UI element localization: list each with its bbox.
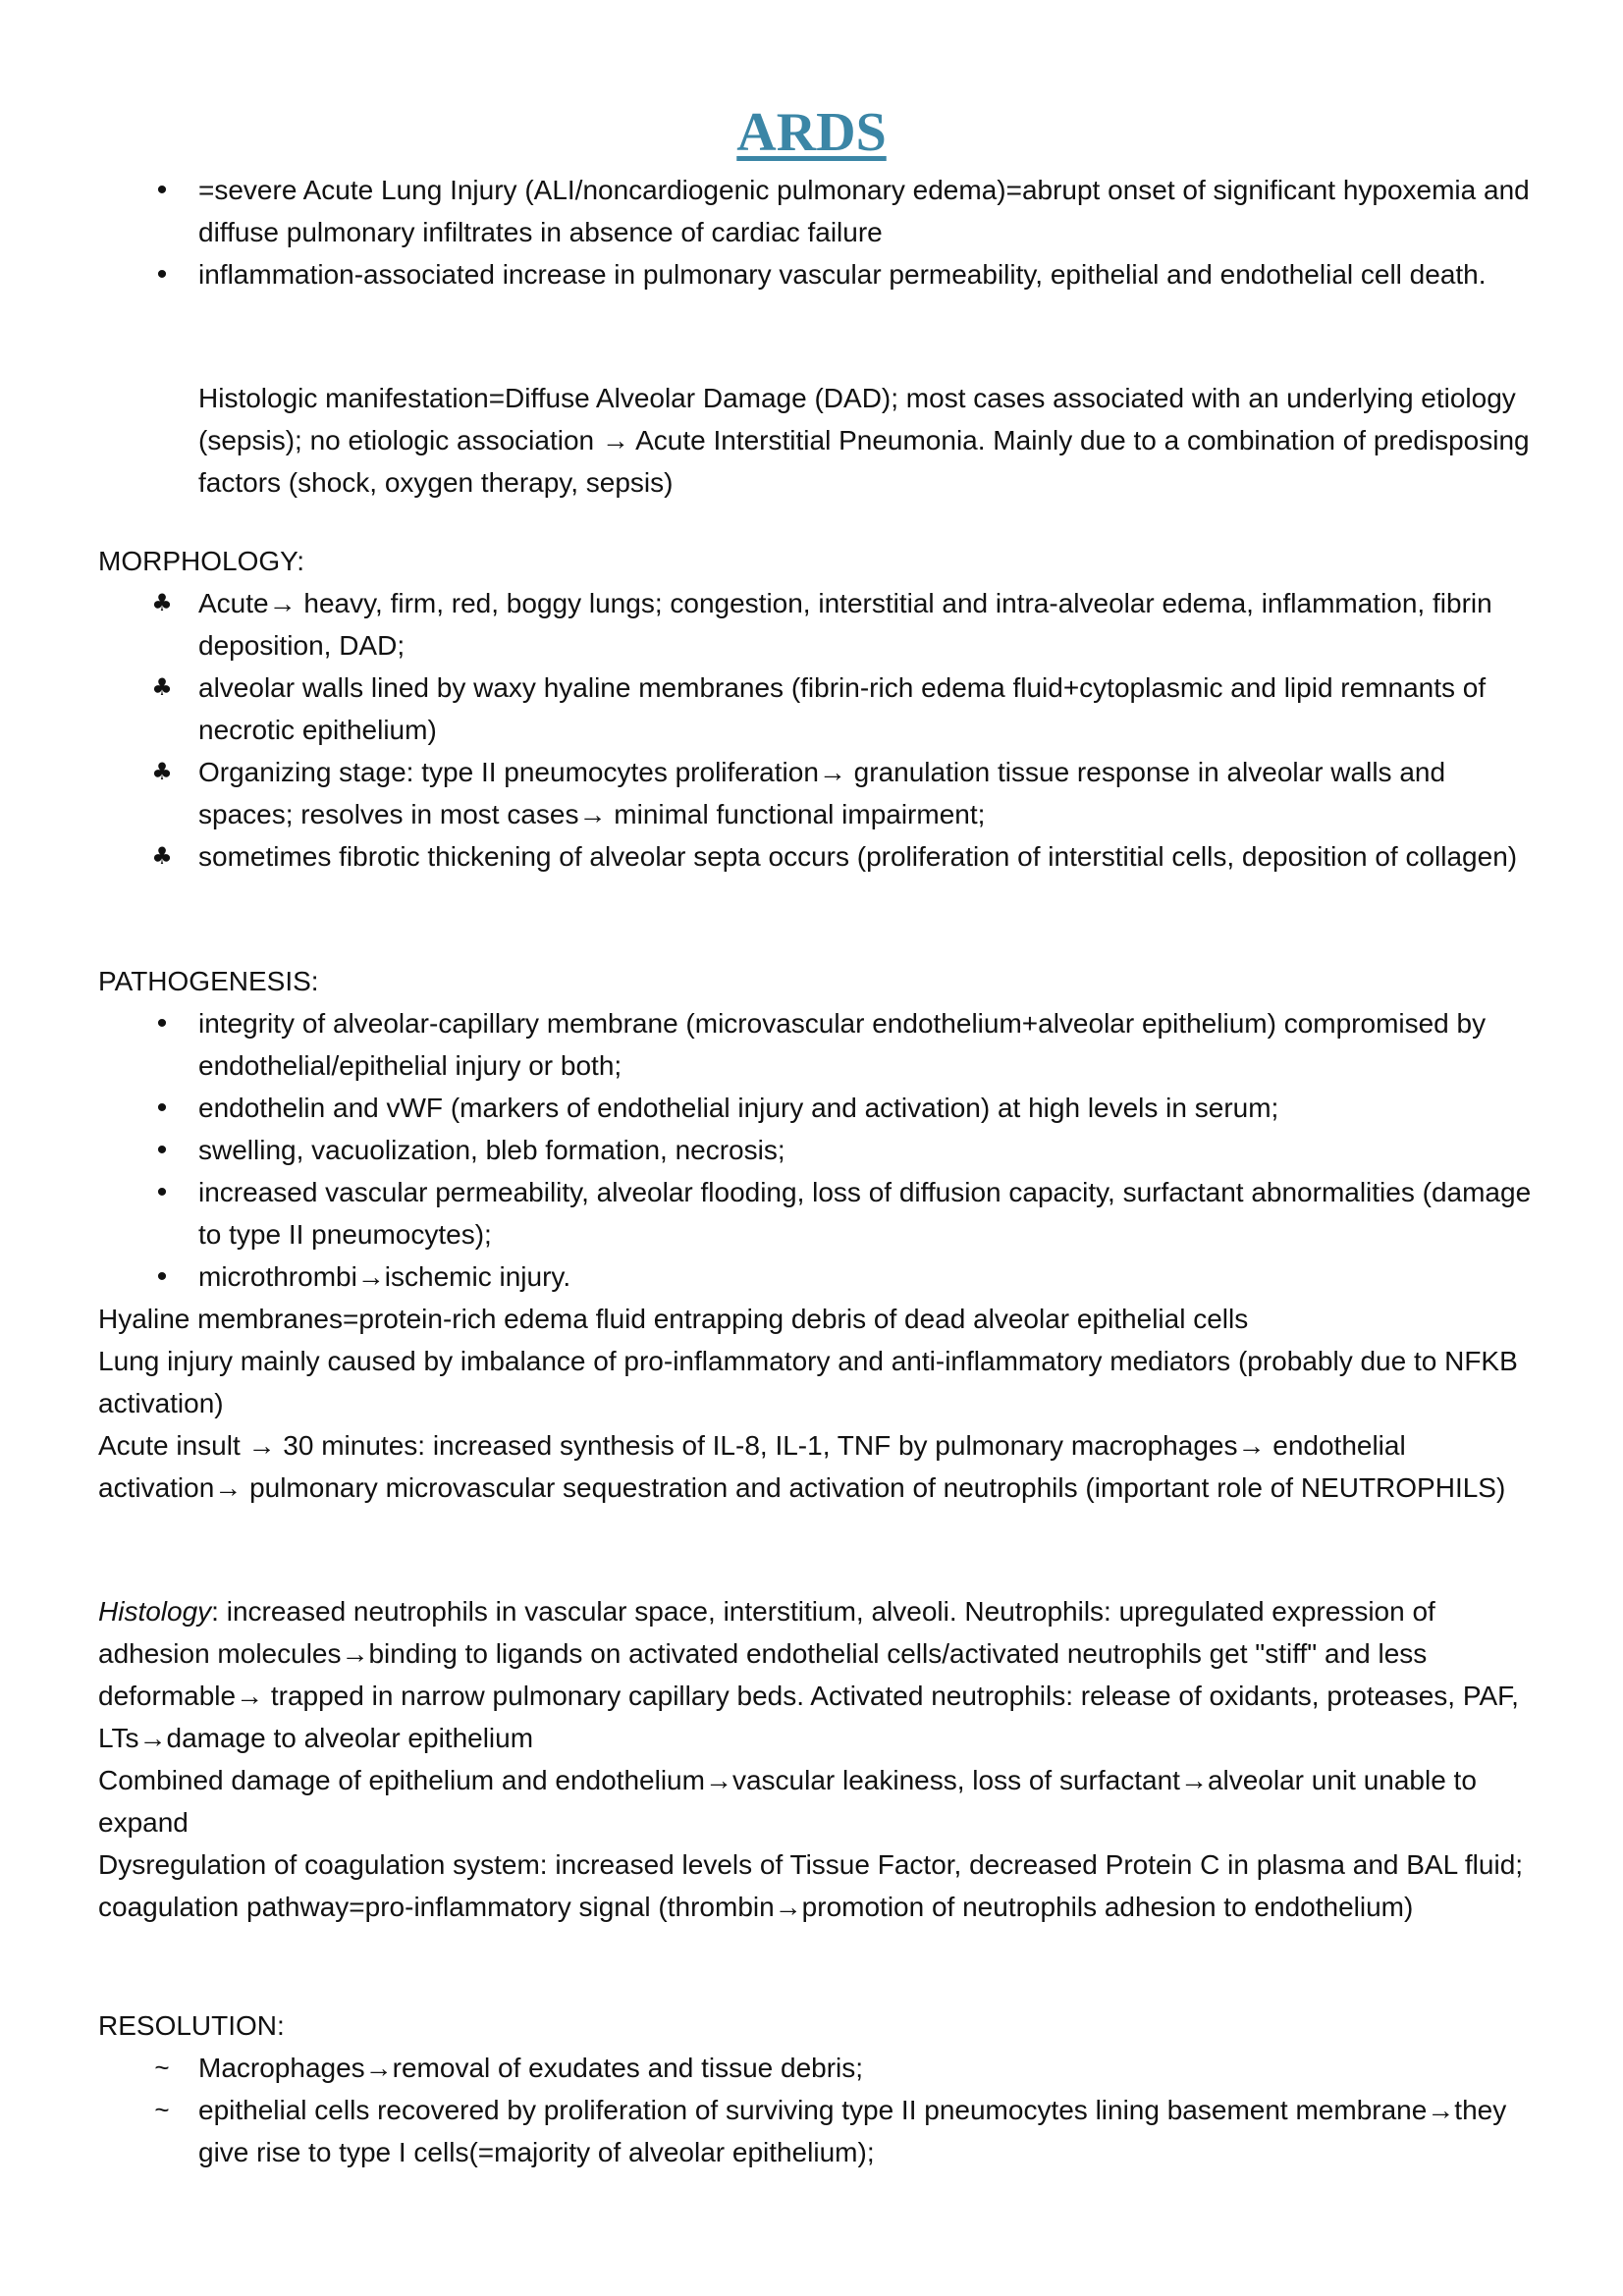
histology-section bbox=[98, 1590, 1542, 1928]
bullet-icon: • bbox=[156, 1176, 168, 1208]
resolution-list bbox=[98, 2047, 1542, 2173]
list-item-text: inflammation-associated increase in pulmonary vascular permeability, epithelial and endothelial cell death. bbox=[198, 259, 1487, 290]
bullet-icon: • bbox=[156, 1260, 168, 1293]
pathogenesis-list bbox=[98, 1002, 1542, 1298]
histology-paragraph bbox=[98, 1590, 1542, 1759]
list-item bbox=[98, 169, 1542, 253]
acute-insult-paragraph: Acute insult → 30 minutes: increased synthesis of IL-8, IL-1, TNF by pulmonary macrophages→ endothelial activation→ pulmonary microvascular sequestration and activation of neutrophils (important role of NEUTROPHILS) bbox=[98, 1430, 1506, 1503]
resolution-heading: RESOLUTION: bbox=[98, 2010, 285, 2041]
list-item-text: swelling, vacuolization, bleb formation, necrosis; bbox=[198, 1135, 785, 1165]
list-item-text: =severe Acute Lung Injury (ALI/noncardiogenic pulmonary edema)=abrupt onset of significant hypoxemia and diffuse pulmonary infiltrates in absence of cardiac failure bbox=[198, 175, 1530, 247]
list-item bbox=[98, 835, 1542, 878]
list-item-text: Acute→ heavy, firm, red, boggy lungs; congestion, interstitial and intra-alveolar edema, inflammation, fibrin deposition, DAD; bbox=[198, 588, 1492, 661]
tilde-bullet-icon: ~ bbox=[154, 2053, 170, 2082]
bullet-icon: • bbox=[156, 174, 168, 206]
morphology-section bbox=[98, 540, 1542, 878]
morphology-list bbox=[98, 582, 1542, 878]
list-item bbox=[98, 667, 1542, 751]
coagulation-paragraph: Dysregulation of coagulation system: increased levels of Tissue Factor, decreased Protein C in plasma and BAL fluid; coagulation pathway=pro-inflammatory signal (thrombin→promotion of neutrophils adhesion to endothelium) bbox=[98, 1849, 1524, 1922]
morphology-heading: MORPHOLOGY: bbox=[98, 546, 305, 576]
bullet-icon: • bbox=[156, 1007, 168, 1040]
intro-note bbox=[98, 377, 1542, 504]
list-item-text: Macrophages→removal of exudates and tissue debris; bbox=[198, 2053, 864, 2083]
club-bullet-icon: ♣ bbox=[151, 758, 173, 785]
hyaline-membranes-paragraph: Hyaline membranes=protein-rich edema fluid entrapping debris of dead alveolar epithelial cells bbox=[98, 1304, 1249, 1334]
resolution-section bbox=[98, 2004, 1542, 2173]
club-bullet-icon: ♣ bbox=[151, 842, 173, 870]
bullet-icon: • bbox=[156, 1134, 168, 1166]
list-item-text: microthrombi→ischemic injury. bbox=[198, 1261, 571, 1292]
list-item bbox=[98, 1171, 1542, 1255]
intro-section bbox=[98, 169, 1542, 295]
pathogenesis-section bbox=[98, 960, 1542, 1509]
histology-label: Histology bbox=[98, 1596, 212, 1627]
list-item-text: increased vascular permeability, alveolar flooding, loss of diffusion capacity, surfactant abnormalities (damage to type II pneumocytes); bbox=[198, 1177, 1532, 1250]
list-item-text: integrity of alveolar-capillary membrane (microvascular endothelium+alveolar epithelium) compromised by endothelial/epithelial injury or both; bbox=[198, 1008, 1487, 1081]
combined-damage-paragraph: Combined damage of epithelium and endothelium→vascular leakiness, loss of surfactant→alveolar unit unable to expand bbox=[98, 1765, 1477, 1838]
page-title: ARDS bbox=[736, 102, 887, 163]
list-item-text: alveolar walls lined by waxy hyaline membranes (fibrin-rich edema fluid+cytoplasmic and lipid remnants of necrotic epithelium) bbox=[198, 672, 1487, 745]
intro-note-text: Histologic manifestation=Diffuse Alveolar Damage (DAD); most cases associated with an underlying etiology (sepsis); no etiologic association → Acute Interstitial Pneumonia. Mainly due to a combination of predisposing factors (shock, oxygen therapy, sepsis) bbox=[198, 383, 1530, 498]
bullet-icon: • bbox=[156, 1092, 168, 1124]
list-item bbox=[98, 1255, 1542, 1298]
list-item bbox=[98, 2089, 1542, 2173]
list-item-text: endothelin and vWF (markers of endothelial injury and activation) at high levels in serum; bbox=[198, 1093, 1279, 1123]
list-item-text: sometimes fibrotic thickening of alveolar septa occurs (proliferation of interstitial cells, deposition of collagen) bbox=[198, 841, 1518, 872]
list-item-text: Organizing stage: type II pneumocytes proliferation→ granulation tissue response in alveolar walls and spaces; resolves in most cases→ minimal functional impairment; bbox=[198, 757, 1446, 829]
list-item bbox=[98, 582, 1542, 667]
list-item-text: epithelial cells recovered by proliferation of surviving type II pneumocytes lining basement membrane→they give rise to type I cells(=majority of alveolar epithelium); bbox=[198, 2095, 1507, 2167]
list-item bbox=[98, 1087, 1542, 1129]
list-item bbox=[98, 1002, 1542, 1087]
list-item bbox=[98, 751, 1542, 835]
list-item bbox=[98, 2047, 1542, 2089]
intro-bullet-list bbox=[98, 169, 1542, 295]
list-item bbox=[98, 253, 1542, 295]
bullet-icon: • bbox=[156, 258, 168, 291]
club-bullet-icon: ♣ bbox=[151, 673, 173, 701]
club-bullet-icon: ♣ bbox=[151, 589, 173, 616]
lung-injury-paragraph: Lung injury mainly caused by imbalance of pro-inflammatory and anti-inflammatory mediators (probably due to NFKB activation) bbox=[98, 1346, 1518, 1418]
histology-text: : increased neutrophils in vascular space, interstitium, alveoli. Neutrophils: upregulated expression of adhesion molecules→binding to ligands on activated endothelial cells/activated neutrophils get "stiff" and less deformable→ trapped in narrow pulmonary capillary beds. Activated neutrophils: release of oxidants, proteases, PAF, LTs→damage to alveolar epithelium bbox=[98, 1596, 1519, 1753]
tilde-bullet-icon: ~ bbox=[154, 2095, 170, 2124]
list-item bbox=[98, 1129, 1542, 1171]
pathogenesis-heading: PATHOGENESIS: bbox=[98, 966, 319, 996]
